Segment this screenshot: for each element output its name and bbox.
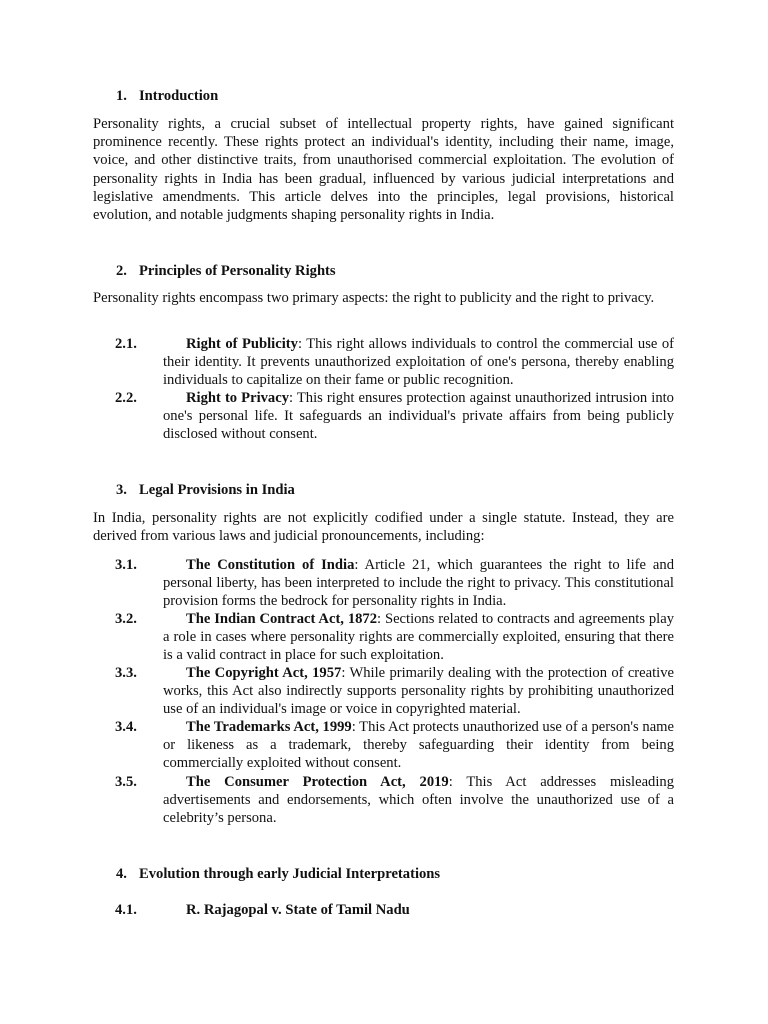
item-number: 2.2.	[115, 390, 137, 406]
list-item-right-of-publicity	[115, 335, 674, 390]
paragraph-text: Personality rights, a crucial subset of intellectual property rights, have gained significant prominence recently. These rights protect an individual's identity, including their name, image, voice, and other distinctive traits, from unauthorised commercial exploitation. The evolution of personality rights in India has been gradual, influenced by various judicial interpretations and legislative amendments. This article delves into the principles, legal provisions, historical evolution, and notable judgments shaping personality rights in India.	[93, 116, 674, 224]
section-number: 1.	[116, 88, 127, 104]
section-heading-principles	[116, 262, 336, 280]
section-number: 3.	[116, 482, 127, 498]
section-title: Legal Provisions in India	[139, 482, 295, 498]
item-title: The Consumer Protection Act, 2019	[186, 774, 449, 790]
list-item-right-to-privacy	[115, 389, 674, 444]
item-number: 4.1.	[115, 902, 137, 918]
item-text: : Article 21, which guarantees the right to life and personal liberty, has been interpreted to include the right to privacy. This constitutional provision forms the bedrock for personality rights in India.	[163, 557, 675, 610]
item-title: Right of Publicity	[186, 336, 298, 352]
list-item-rajagopal-case	[115, 901, 674, 919]
section-paragraph-legal-provisions	[93, 509, 674, 545]
item-text: : Sections related to contracts and agreements play a role in cases where personality rights are commercially exploited, ensuring that there is a valid contract in place for such exploitation.	[163, 611, 674, 664]
item-text: : While primarily dealing with the protection of creative works, this Act also indirectly supports personality rights by prohibiting unauthorized use of an individual's image or voice in copyrighted material.	[163, 665, 675, 718]
list-item-contract-act	[115, 610, 674, 665]
section-title: Evolution through early Judicial Interpretations	[139, 866, 441, 882]
list-item-trademarks-act	[115, 718, 674, 773]
item-number: 3.5.	[115, 774, 137, 790]
paragraph-text: In India, personality rights are not explicitly codified under a single statute. Instead, they are derived from various laws and judicial pronouncements, including:	[93, 510, 674, 545]
item-text: : This Act protects unauthorized use of a person's name or likeness as a trademark, thereby safeguarding their identity from being commercially exploited without consent.	[163, 719, 674, 772]
item-title: Right to Privacy	[186, 390, 289, 406]
item-title: The Constitution of India	[186, 557, 355, 573]
list-item-copyright-act	[115, 664, 675, 719]
section-heading-legal-provisions	[116, 481, 295, 499]
section-heading-introduction	[116, 87, 218, 105]
section-number: 4.	[116, 866, 127, 882]
item-number: 3.2.	[115, 611, 137, 627]
section-number: 2.	[116, 263, 127, 279]
item-text: : This right ensures protection against unauthorized intrusion into one's personal life. It safeguards an individual's private affairs from being publicly disclosed without consent.	[163, 390, 674, 443]
section-title: Principles of Personality Rights	[139, 263, 336, 279]
list-item-constitution	[115, 556, 675, 611]
item-number: 3.4.	[115, 719, 137, 735]
item-title: The Indian Contract Act, 1872	[186, 611, 378, 627]
list-item-consumer-protection-act	[115, 773, 674, 828]
section-paragraph-introduction	[93, 115, 674, 224]
section-title: Introduction	[139, 88, 219, 104]
item-number: 3.3.	[115, 665, 137, 681]
item-number: 3.1.	[115, 557, 137, 573]
paragraph-text: Personality rights encompass two primary aspects: the right to publicity and the right to privacy.	[93, 290, 655, 306]
section-paragraph-principles	[93, 289, 674, 307]
item-title: The Copyright Act, 1957	[186, 665, 342, 681]
item-title: R. Rajagopal v. State of Tamil Nadu	[186, 902, 410, 918]
item-text: : This Act addresses misleading advertisements and endorsements, which often involve the unauthorized use of a celebrity’s persona.	[163, 774, 674, 827]
item-number: 2.1.	[115, 336, 137, 352]
item-title: The Trademarks Act, 1999	[186, 719, 352, 735]
section-heading-judicial-interpretations	[116, 865, 440, 883]
item-text: : This right allows individuals to control the commercial use of their identity. It prevents unauthorized exploitation of one's persona, thereby enabling individuals to capitalize on their fame or public recognition.	[163, 336, 674, 389]
